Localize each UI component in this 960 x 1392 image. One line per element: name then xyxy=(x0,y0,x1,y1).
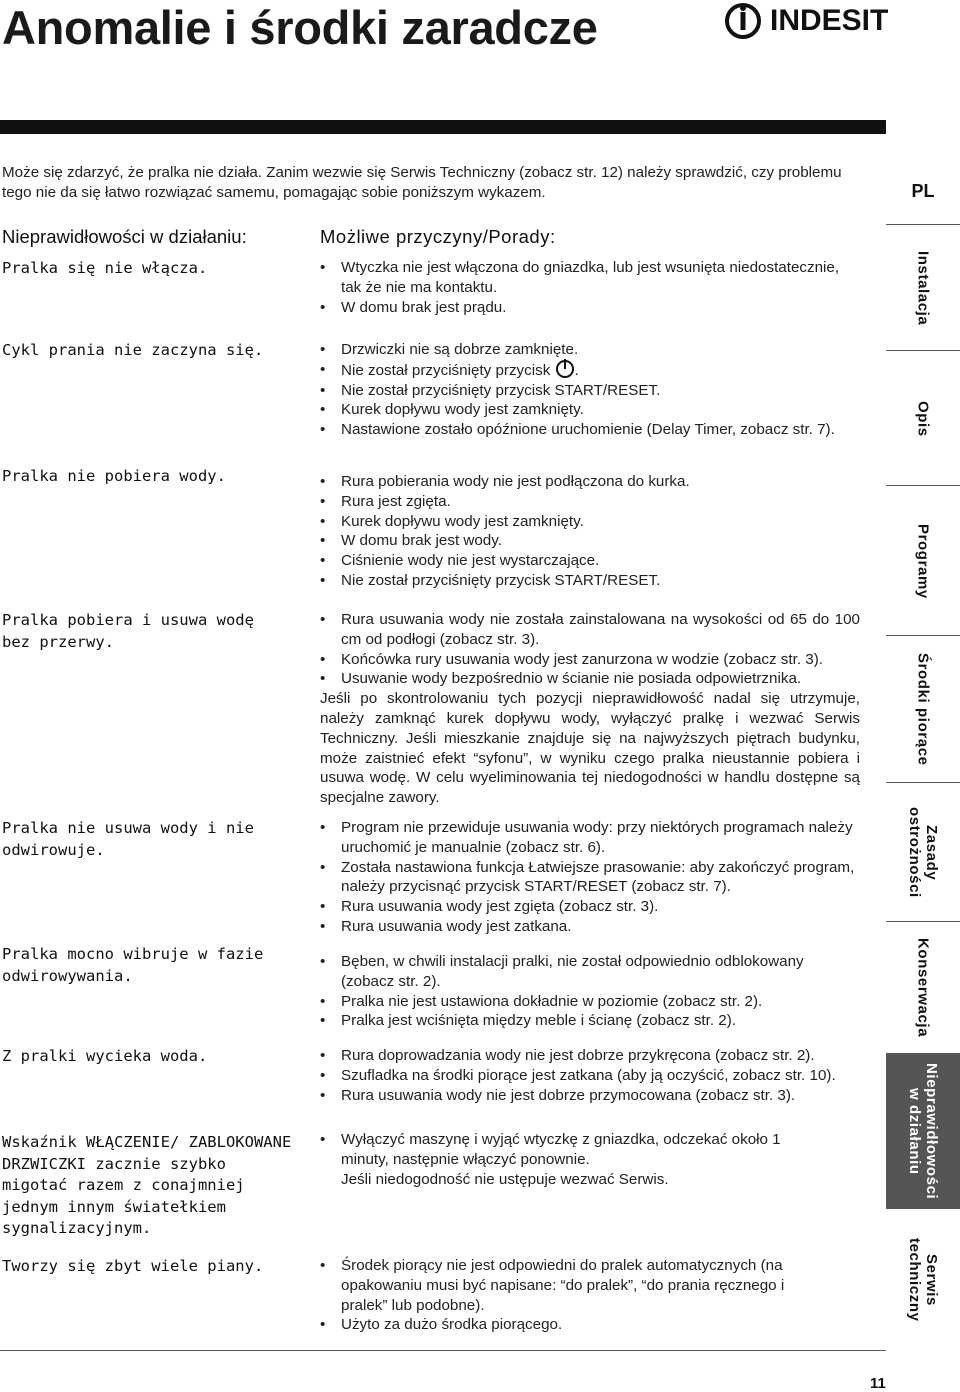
cause-item: • Pralka jest wciśnięta między meble i ścianę (zobacz str. 2). xyxy=(320,1011,860,1031)
cause-item: • Rura doprowadzania wody nie jest dobrze przykręcona (zobacz str. 2). xyxy=(320,1046,860,1066)
cause-item: • Szufladka na środki piorące jest zatkana (aby ją oczyścić, zobacz str. 10). xyxy=(320,1066,860,1086)
column-header-problems: Nieprawidłowości w działaniu: xyxy=(2,226,247,247)
cause-item: • Rura pobierania wody nie jest podłączona do kurka. xyxy=(320,472,860,492)
page-title: Anomalie i środki zaradcze xyxy=(2,1,598,54)
tab-instalacja[interactable] xyxy=(886,224,960,351)
causes-list xyxy=(320,258,860,317)
cause-item: • Rura usuwania wody nie jest dobrze przymocowana (zobacz str. 3). xyxy=(320,1086,860,1106)
cause-item: • Nie został przyciśnięty przycisk START/RESET. xyxy=(320,381,860,401)
problem-label: Cykl prania nie zaczyna się. xyxy=(2,341,264,359)
problem-label: Pralka mocno wibruje w fazie odwirowywania. xyxy=(2,945,264,985)
tab-programy[interactable] xyxy=(886,485,960,636)
problem-label: Tworzy się zbyt wiele piany. xyxy=(2,1257,264,1275)
cause-item: • Użyto za dużo środka piorącego. xyxy=(320,1315,830,1335)
causes-list xyxy=(320,952,860,1031)
problem-label: Pralka pobiera i usuwa wodę bez przerwy. xyxy=(2,611,254,651)
causes-list xyxy=(320,1130,820,1189)
indesit-logo-icon xyxy=(724,2,762,40)
tab-opis[interactable] xyxy=(886,350,960,486)
cause-item: • Usuwanie wody bezpośrednio w ścianie nie posiada odpowietrznika. xyxy=(320,669,860,689)
cause-item: • Rura usuwania wody jest zatkana. xyxy=(320,917,860,937)
tab-label: Serwis techniczny xyxy=(906,1238,940,1322)
tab-label: Środki piorące xyxy=(914,653,932,766)
problem-label: Pralka nie pobiera wody. xyxy=(2,467,226,485)
brand-name: INDESIT xyxy=(770,4,889,37)
cause-item: • Program nie przewiduje usuwania wody: przy niektórych programach należy uruchomić je manualnie (zobacz str. 6). xyxy=(320,818,860,858)
tab-konserwacja[interactable] xyxy=(886,921,960,1054)
cause-item: • Drzwiczki nie są dobrze zamknięte. xyxy=(320,340,860,360)
tab-nieprawidlowosci[interactable] xyxy=(886,1053,960,1209)
tab-label: Nieprawidłowości w działaniu xyxy=(906,1063,940,1200)
cause-item: • Rura usuwania wody jest zgięta (zobacz str. 3). xyxy=(320,897,860,917)
cause-item: • Została nastawiona funkcja Łatwiejsze prasowanie: aby zakończyć program, należy przycisnąć przycisk START/RESET (zobacz str. 7). xyxy=(320,858,860,898)
intro-text: Może się zdarzyć, że pralka nie działa. Zanim wezwie się Serwis Techniczny (zobacz str. 12) należy sprawdzić, czy problemu tego nie da się łatwo rozwiązać samemu, pomagając sobie poniższym wykazem. xyxy=(2,164,842,201)
cause-item: • Pralka nie jest ustawiona dokładnie w poziomie (zobacz str. 2). xyxy=(320,992,860,1012)
tab-serwis-techniczny[interactable] xyxy=(886,1208,960,1351)
page-number: 11 xyxy=(870,1375,886,1392)
cause-item: • Kurek dopływu wody jest zamknięty. xyxy=(320,400,860,420)
problem-label: Pralka się nie włącza. xyxy=(2,259,208,277)
tab-srodki-piorace[interactable] xyxy=(886,635,960,783)
tab-label: Konserwacja xyxy=(914,938,932,1038)
problem-label: Pralka nie usuwa wody i nie odwirowuje. xyxy=(2,819,254,859)
brand-logo xyxy=(724,1,888,41)
causes-list xyxy=(320,472,860,591)
tab-label: Programy xyxy=(914,523,932,599)
cause-item: • Końcówka rury usuwania wody jest zanurzona w wodzie (zobacz str. 3). xyxy=(320,650,860,670)
column-header-causes: Możliwe przyczyny/Porady: xyxy=(320,226,556,247)
causes-list xyxy=(320,818,860,937)
problem-label: Z pralki wycieka woda. xyxy=(2,1047,208,1065)
causes-list xyxy=(320,1046,860,1105)
tab-label: Opis xyxy=(914,400,932,437)
cause-item: • Nastawione zostało opóźnione uruchomienie (Delay Timer, zobacz str. 7). xyxy=(320,420,860,440)
sidebar xyxy=(886,224,960,1350)
causes-list xyxy=(320,610,860,808)
power-icon xyxy=(556,360,574,378)
cause-item: • W domu brak jest wody. xyxy=(320,531,860,551)
header-divider xyxy=(0,120,886,134)
cause-item: • Ciśnienie wody nie jest wystarczające. xyxy=(320,551,860,571)
tab-zasady-ostroznosci[interactable] xyxy=(886,782,960,922)
causes-list xyxy=(320,1256,830,1335)
cause-item: • Wtyczka nie jest włączona do gniazdka, lub jest wsunięta niedostatecznie, tak że nie ma kontaktu. xyxy=(320,258,860,298)
cause-note: Jeśli niedogodność nie ustępuje wezwać Serwis. xyxy=(341,1170,669,1188)
tab-label: Zasady ostrożności xyxy=(906,807,940,898)
cause-item: • Wyłączyć maszynę i wyjąć wtyczkę z gniazdka, odczekać około 1 minuty, następnie włączyć ponownie. xyxy=(320,1130,820,1170)
cause-item: • Nie został przyciśnięty przycisk START/RESET. xyxy=(320,571,860,591)
causes-list xyxy=(320,340,860,440)
tab-label: Instalacja xyxy=(914,250,932,326)
cause-item: • Bęben, w chwili instalacji pralki, nie został odpowiednio odblokowany (zobacz str. 2). xyxy=(320,952,860,992)
problem-label: Wskaźnik WŁĄCZENIE/ ZABLOKOWANE DRZWICZKI zacznie szybko migotać razem z conajmniej jednym innym światełkiem sygnalizacyjnym. xyxy=(2,1133,292,1237)
cause-item: • Nie został przyciśnięty przycisk . xyxy=(320,360,860,381)
cause-item: • W domu brak jest prądu. xyxy=(320,298,860,318)
footer-divider xyxy=(0,1350,886,1351)
cause-item: • Kurek dopływu wody jest zamknięty. xyxy=(320,512,860,532)
language-tab[interactable]: PL xyxy=(886,158,960,224)
cause-text: Nie został przyciśnięty przycisk xyxy=(341,361,551,379)
cause-item: • Rura jest zgięta. xyxy=(320,492,860,512)
cause-item: • Środek piorący nie jest odpowiedni do pralek automatycznych (na opakowaniu musi być napisane: “do pralek”, “do prania ręcznego i pralek” lub podobne). xyxy=(320,1256,830,1315)
cause-note: Jeśli po skontrolowaniu tych pozycji nieprawidłowość nadal się utrzymuje, należy zamknąć kurek dopływu wody, wyłączyć pralkę i wezwać Serwis Techniczny. Jeśli mieszkanie znajduje się na najwyższych piętrach budynku, może zaistnieć efekt “syfonu”, w wyniku czego pralka nieustannie pobiera i usuwa wodę. W celu wyeliminowania tej niedogodności w handlu dostępne są specjalne zawory. xyxy=(320,690,860,807)
cause-item: • Rura usuwania wody nie została zainstalowana na wysokości od 65 do 100 cm od podłogi (zobacz str. 3). xyxy=(320,610,860,650)
